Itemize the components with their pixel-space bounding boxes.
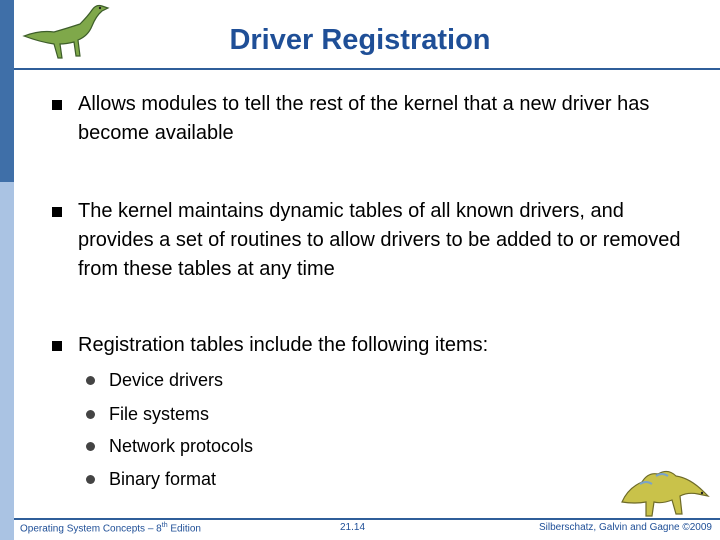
footer-book-title [20, 522, 201, 534]
sidebar-accent-bottom [0, 182, 14, 540]
square-bullet-icon [52, 207, 62, 217]
footer-edition-text: Edition [167, 523, 201, 535]
footer-book-title-text: Operating System Concepts – 8 [20, 523, 162, 535]
bullet-text: Allows modules to tell the rest of the kernel that a new driver has become available [78, 93, 650, 144]
round-bullet-icon [86, 376, 95, 385]
sub-bullet-text: Device drivers [109, 370, 224, 390]
footer-rule [14, 518, 720, 520]
sub-bullet-item [86, 368, 223, 392]
sub-bullet-item [86, 467, 216, 491]
sub-bullet-text: Binary format [109, 469, 217, 489]
square-bullet-icon [52, 100, 62, 110]
round-bullet-icon [86, 410, 95, 419]
dinosaur-icon [22, 2, 112, 64]
bullet-item [52, 90, 692, 148]
footer-page-number: 21.14 [340, 522, 366, 533]
dinosaur-icon [618, 462, 710, 518]
bullet-text: Registration tables include the following items: [78, 334, 489, 356]
sidebar-accent-top [0, 0, 14, 182]
sub-bullet-item [86, 434, 253, 458]
bullet-item [52, 197, 692, 284]
round-bullet-icon [86, 442, 95, 451]
bullet-item [52, 331, 692, 360]
sub-bullet-text: File systems [109, 404, 210, 424]
sub-bullet-text: Network protocols [109, 436, 254, 456]
sub-bullet-item [86, 402, 209, 426]
footer-copyright: Silberschatz, Galvin and Gagne ©2009 [538, 522, 712, 533]
slide-title: Driver Registration [229, 24, 491, 56]
title-underline [14, 68, 720, 70]
footer-edition-superscript: th [161, 522, 168, 529]
round-bullet-icon [86, 475, 95, 484]
bullet-text: The kernel maintains dynamic tables of all known drivers, and provides a set of routines to allow drivers to be added to or removed from these tables at any time [78, 200, 681, 280]
square-bullet-icon [52, 341, 62, 351]
